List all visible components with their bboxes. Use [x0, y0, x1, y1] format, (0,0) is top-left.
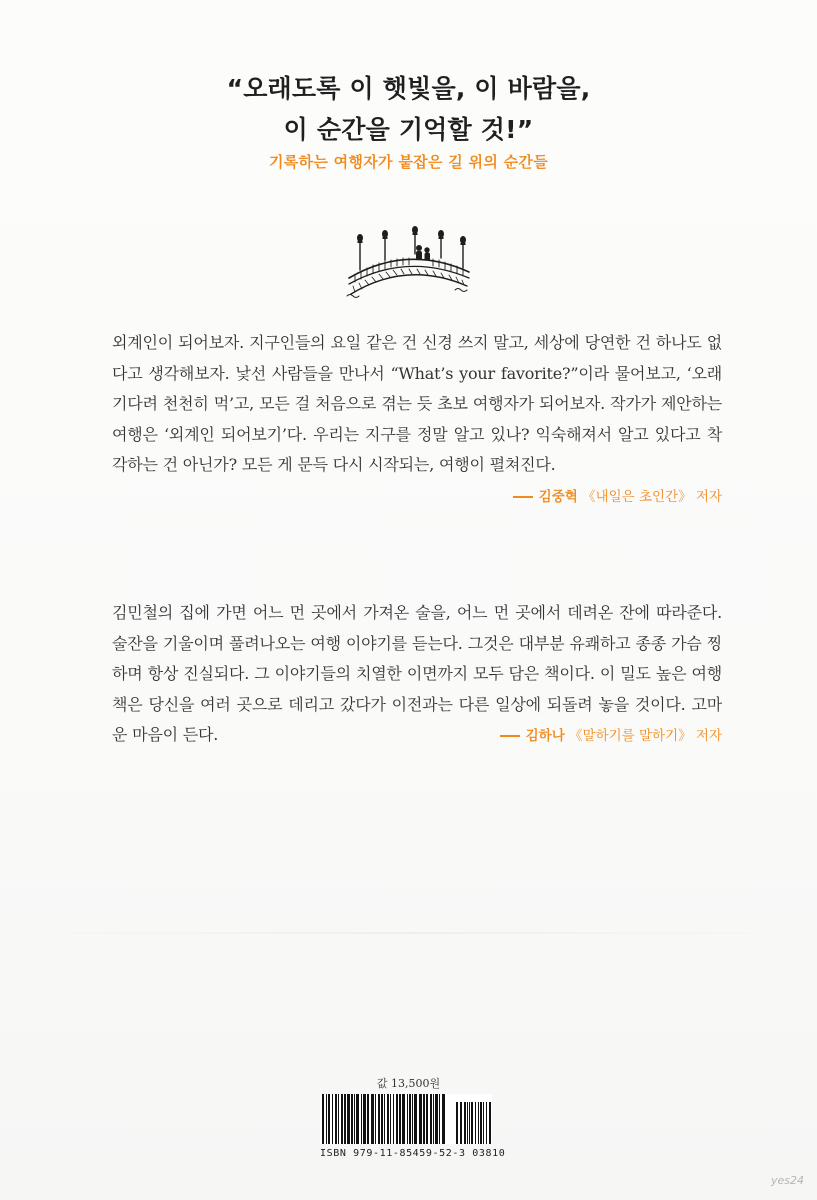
bridge-with-lamps-illustration	[345, 220, 470, 302]
review-2-text: 김민철의 집에 가면 어느 먼 곳에서 가져온 술을, 어느 먼 곳에서 데려온 잔에 따라준다. 술잔을 기울이며 풀려나오는 여행 이야기를 듣는다. 그것은 대부분 유쾌하고 종종 가슴 찡하며 항상 진실되다. 그 이야기들의 치열한 이면까지 모두 담은 책이다. 이 밀도 높은 여행책은 당신을 여러 곳으로 데리고 갔다가 이전과는 다른 일상에 되돌려 놓을 것이다. 고마운 마음이 든다.	[112, 603, 722, 744]
watermark: yes24	[771, 1174, 805, 1187]
review-2-book: 《말하기를 말하기》 저자	[569, 728, 722, 744]
credit-dash	[513, 496, 533, 498]
headline-line-1: “오래도록 이 햇빛을, 이 바람을,	[226, 74, 591, 103]
headline-line-2: 이 순간을 기억할 것!”	[283, 115, 534, 144]
credit-dash	[500, 735, 520, 737]
review-1-text: 외계인이 되어보자. 지구인들의 요일 같은 건 신경 쓰지 말고, 세상에 당연한 건 하나도 없다고 생각해보자. 낯선 사람들을 만나서 “What’s your favorite?”이라 물어보고, ‘오래 기다려 천천히 먹’고, 모든 걸 처음으로 겪는 듯 초보 여행자가 되어보자. 작가가 제안하는 여행은 ‘외계인 되어보기’다. 우리는 지구를 정말 알고 있나? 익숙해져서 알고 있다고 착각하는 건 아닌가? 모든 게 문득 다시 시작되는, 여행이 펼쳐진다.	[112, 333, 723, 474]
review-2	[112, 598, 722, 752]
review-2-credit	[500, 721, 722, 752]
review-1	[112, 328, 722, 512]
cover-headline	[0, 68, 817, 150]
cover-subtitle: 기록하는 여행자가 붙잡은 길 위의 순간들	[268, 153, 549, 171]
cover-fold-line	[0, 932, 817, 934]
review-1-book: 《내일은 초인간》 저자	[582, 488, 722, 505]
isbn-text: ISBN 979-11-85459-52-3 03810	[320, 1148, 506, 1159]
review-1-credit	[513, 482, 722, 513]
price-label: 값 13,500원	[376, 1077, 441, 1090]
barcode-icon	[320, 1094, 492, 1144]
review-2-author: 김하나	[525, 728, 565, 744]
review-1-author: 김중혁	[538, 488, 578, 505]
